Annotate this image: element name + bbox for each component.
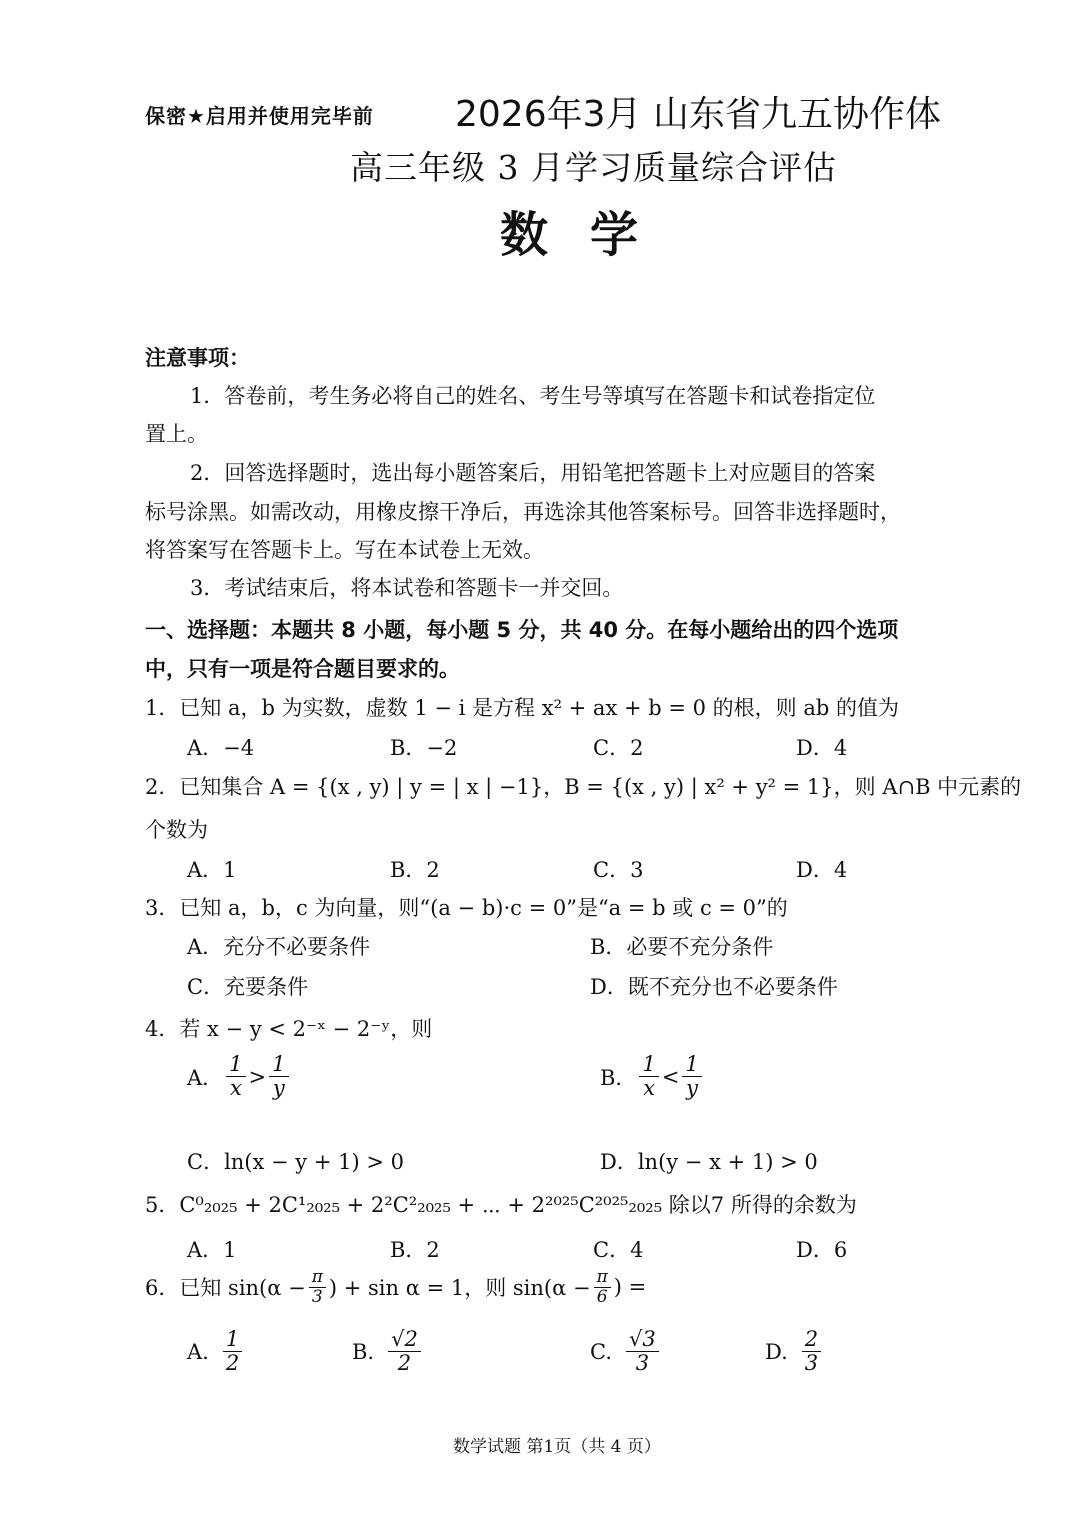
q1-option-d: D．4 [796, 736, 848, 760]
q6-option-c-fraction [626, 1328, 659, 1375]
fraction-denominator: 2 [225, 1351, 240, 1376]
q6-option-a [187, 1328, 245, 1375]
q2-stem-line-1: 2．已知集合 A = {(x , y) | y = | x | −1}，B = {(x , y) | x² + y² = 1}，则 A∩B 中元素的 [145, 775, 1022, 799]
q4-option-b-fraction-1 [639, 1053, 658, 1100]
q4-option-a-operator: > [248, 1064, 267, 1089]
fraction-numerator: π [309, 1268, 326, 1288]
q3-option-d: D．既不充分也不必要条件 [590, 975, 838, 999]
section-1-heading-line-1: 一、选择题：本题共 8 小题，每小题 5 分，共 40 分。在每小题给出的四个选项 [145, 618, 899, 642]
notice-item-2-line-3: 将答案写在答题卡上。写在本试卷上无效。 [145, 538, 544, 562]
subject-title: 数学 [500, 207, 681, 263]
q6-option-c [590, 1328, 662, 1375]
q2-option-d: D．4 [796, 858, 848, 882]
notice-heading: 注意事项： [145, 346, 250, 370]
notice-item-3-line-1: 3．考试结束后，将本试卷和答题卡一并交回。 [190, 576, 624, 600]
q6-option-b [352, 1328, 424, 1375]
notice-item-2-line-1: 2．回答选择题时，选出每小题答案后，用铅笔把答题卡上对应题目的答案 [190, 461, 876, 485]
q4-option-b-fraction-2 [682, 1053, 701, 1100]
q2-option-b: B．2 [390, 858, 440, 882]
q5-option-b: B．2 [390, 1238, 440, 1262]
q5-option-c: C．4 [593, 1238, 644, 1262]
q6-option-d-label: D. [765, 1339, 788, 1364]
notice-item-2-line-2: 标号涂黑。如需改动，用橡皮擦干净后，再选涂其他答案标号。回答非选择题时， [145, 500, 901, 524]
fraction-denominator: x [643, 1076, 656, 1101]
fraction-numerator: 1 [223, 1328, 242, 1352]
q6-stem-part-1: 6．已知 sin(α − [145, 1276, 306, 1301]
q4-option-b-label: B． [600, 1065, 637, 1090]
fraction-numerator: 2 [802, 1328, 821, 1352]
q6-option-d [765, 1328, 824, 1375]
q4-option-c: C．ln(x − y + 1) > 0 [187, 1150, 404, 1174]
q6-option-a-fraction [223, 1328, 242, 1375]
q6-pi-over-6 [594, 1268, 611, 1306]
exam-organizer-title: 2026年3月 山东省九五协作体 [455, 94, 941, 135]
fraction-denominator: y [686, 1076, 699, 1101]
q2-option-a: A．1 [187, 858, 237, 882]
fraction-denominator: 3 [804, 1351, 819, 1376]
q6-stem-part-3: ) = [613, 1275, 647, 1300]
q6-option-b-fraction [388, 1328, 421, 1375]
q4-option-b [600, 1053, 705, 1100]
page-footer: 数学试题 第1页（共 4 页） [453, 1437, 661, 1457]
q4-option-b-operator: < [661, 1064, 680, 1089]
q4-stem: 4．若 x − y < 2⁻ˣ − 2⁻ʸ，则 [145, 1017, 433, 1041]
fraction-numerator: 1 [269, 1053, 288, 1077]
q5-stem: 5．C⁰₂₀₂₅ + 2C¹₂₀₂₅ + 2²C²₂₀₂₅ + ⋯ + 2²⁰²⁵C²⁰²⁵₂₀₂₅ 除以7 所得的余数为 [145, 1193, 857, 1217]
q6-option-d-fraction [802, 1328, 821, 1375]
confidential-label: 保密★启用并使用完毕前 [145, 104, 374, 128]
q3-option-a: A．充分不必要条件 [187, 935, 371, 959]
q3-option-b: B．必要不充分条件 [590, 935, 774, 959]
q4-option-a-fraction-2 [269, 1053, 288, 1100]
q1-option-b: B．−2 [390, 736, 458, 760]
fraction-numerator: 1 [639, 1053, 658, 1077]
q3-stem: 3．已知 a，b，c 为向量，则“(a − b)·c = 0”是“a = b 或 c = 0”的 [145, 896, 788, 920]
notice-item-1-line-2: 置上。 [145, 422, 208, 446]
q4-option-a-label: A． [187, 1065, 224, 1090]
q4-option-a [187, 1053, 292, 1100]
q6-option-c-label: C. [590, 1339, 612, 1364]
fraction-numerator: 1 [682, 1053, 701, 1077]
fraction-numerator: √2 [388, 1328, 421, 1352]
notice-item-1-line-1: 1．答卷前，考生务必将自己的姓名、考生号等填写在答题卡和试卷指定位 [190, 384, 876, 408]
q1-option-c: C．2 [593, 736, 644, 760]
fraction-denominator: 2 [397, 1351, 412, 1376]
q1-option-a: A．−4 [187, 736, 255, 760]
q5-option-d: D．6 [796, 1238, 848, 1262]
q3-option-c: C．充要条件 [187, 975, 309, 999]
q6-option-a-label: A. [187, 1339, 209, 1364]
fraction-denominator: 3 [635, 1351, 650, 1376]
exam-subtitle: 高三年级 3 月学习质量综合评估 [350, 148, 837, 187]
q6-stem [145, 1268, 646, 1306]
q4-option-d: D．ln(y − x + 1) > 0 [600, 1150, 818, 1174]
fraction-denominator: 6 [596, 1286, 608, 1307]
q6-pi-over-3 [309, 1268, 326, 1306]
q4-option-a-fraction-1 [226, 1053, 245, 1100]
fraction-numerator: π [594, 1268, 611, 1288]
fraction-numerator: 1 [226, 1053, 245, 1077]
fraction-numerator: √3 [626, 1328, 659, 1352]
q2-stem-line-2: 个数为 [145, 818, 208, 842]
fraction-denominator: y [272, 1076, 285, 1101]
fraction-denominator: 3 [311, 1286, 323, 1307]
fraction-denominator: x [229, 1076, 242, 1101]
section-1-heading-line-2: 中，只有一项是符合题目要求的。 [145, 657, 460, 681]
q1-stem: 1．已知 a，b 为实数，虚数 1 − i 是方程 x² + ax + b = 0 的根，则 ab 的值为 [145, 696, 899, 720]
q5-option-a: A．1 [187, 1238, 237, 1262]
q6-option-b-label: B. [352, 1339, 375, 1364]
q6-stem-part-2: ) + sin α = 1，则 sin(α − [328, 1276, 591, 1301]
q2-option-c: C．3 [593, 858, 644, 882]
